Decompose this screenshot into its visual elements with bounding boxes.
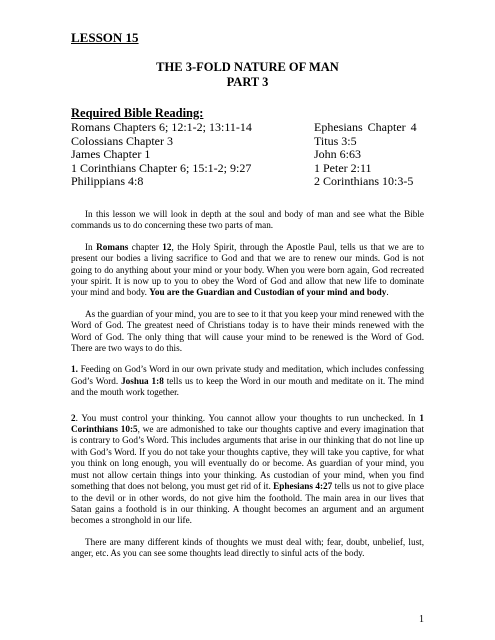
- lesson-body: [71, 209, 424, 560]
- emphasis-text: You are the Guardian and Custodian of your mind and body: [149, 287, 387, 298]
- page-number: 1: [419, 614, 424, 625]
- reading-item: Titus 3:5: [314, 133, 357, 148]
- scripture-reference: Ephesians 4:27: [273, 481, 333, 492]
- scripture-reference: 12: [162, 241, 172, 252]
- text-run: chapter: [128, 241, 163, 252]
- point-number: 2: [71, 412, 76, 423]
- scripture-reference: Joshua 1:8: [121, 375, 164, 386]
- lesson-title: [71, 60, 424, 90]
- romans-paragraph: [71, 242, 424, 299]
- lesson-heading: LESSON 15: [71, 30, 139, 45]
- reading-item: Ephesians Chapter 4: [314, 120, 417, 134]
- reading-item: Romans Chapters 6; 12:1-2; 13:11-14: [71, 120, 252, 134]
- reading-item: James Chapter 1: [71, 147, 151, 162]
- scripture-reference: Romans: [96, 241, 129, 252]
- intro-paragraph: In this lesson we will look in depth at the soul and body of man and see what the Bible commands us to do concerning these two parts of man.: [71, 208, 424, 231]
- text-run: , the Holy Spirit, through the Apostle Paul, tells us that we are to present our bodies a living sacrifice to God and that we are to renew our minds. God is not going to do anything about your mind or your body. When you were born again, God recreated your spirit. It is now up to you to obey the Word of God and allow that new life to dominate your mind and body.: [71, 241, 424, 298]
- title-line-2: PART 3: [226, 75, 269, 89]
- text-run: , we are admonished to take our thoughts captive and every imagination that is contrary to God’s Word. This includes arguments that arise in our thinking that do not line up with God’s Word. If you do not take your thoughts captive, they will take you captive, for what you think on long enough, you will eventually do or become. As guardian of your mind, you must not allow certain things into your thinking. As custodian of your mind, when you find something that does not belong, you must get rid of it.: [71, 424, 424, 492]
- text-run: .: [386, 287, 389, 298]
- guardian-paragraph: As the guardian of your mind, you are to see to it that you keep your mind renewed with the Word of God. The greatest need of Christians today is to have their minds renewed with the Word of God. The only thing that will cause your mind to be renewed is the Word of God. There are two ways to do this.: [71, 308, 424, 354]
- point-one-paragraph: [71, 364, 424, 398]
- title-line-1: THE 3-FOLD NATURE OF MAN: [156, 60, 339, 74]
- reading-item: 1 Corinthians Chapter 6; 15:1-2; 9:27: [71, 160, 252, 175]
- reading-column-left: [71, 121, 311, 189]
- text-run: . You must control your thinking. You cannot allow your thoughts to run unchecked. In: [75, 412, 420, 423]
- reading-list: [71, 121, 424, 189]
- point-two-paragraph: [71, 413, 424, 527]
- point-number: 1.: [71, 364, 78, 375]
- reading-column-right: [314, 121, 424, 189]
- scripture-reference: 1 Corinthians 10:5: [71, 412, 424, 435]
- text-run: tells us to keep the Word in our mouth and meditate on it. The mind and the mouth work together.: [71, 375, 424, 398]
- text-run: Feeding on God’s Word in our own private study and meditation, which includes confessing God’s Word.: [71, 364, 424, 386]
- reading-item: 1 Peter 2:11: [314, 160, 372, 175]
- text-run: In: [85, 241, 97, 252]
- reading-item: Philippians 4:8: [71, 174, 144, 189]
- reading-item: John 6:63: [314, 147, 362, 162]
- thoughts-paragraph: There are many different kinds of thoughts we must deal with; fear, doubt, unbelief, lust, anger, etc. As you can see some thoughts lead directly to sinful acts of the body.: [71, 536, 424, 559]
- reading-item: Colossians Chapter 3: [71, 133, 173, 148]
- reading-heading: Required Bible Reading:: [71, 106, 204, 120]
- text-run: tells us not to give place to the devil or in other words, do not give him the foothold. The main area in our lives that Satan gains a foothold is in our thinking. A thought becomes an argument and an argument becomes a stronghold in our life.: [71, 481, 424, 526]
- reading-item: 2 Corinthians 10:3-5: [314, 174, 414, 189]
